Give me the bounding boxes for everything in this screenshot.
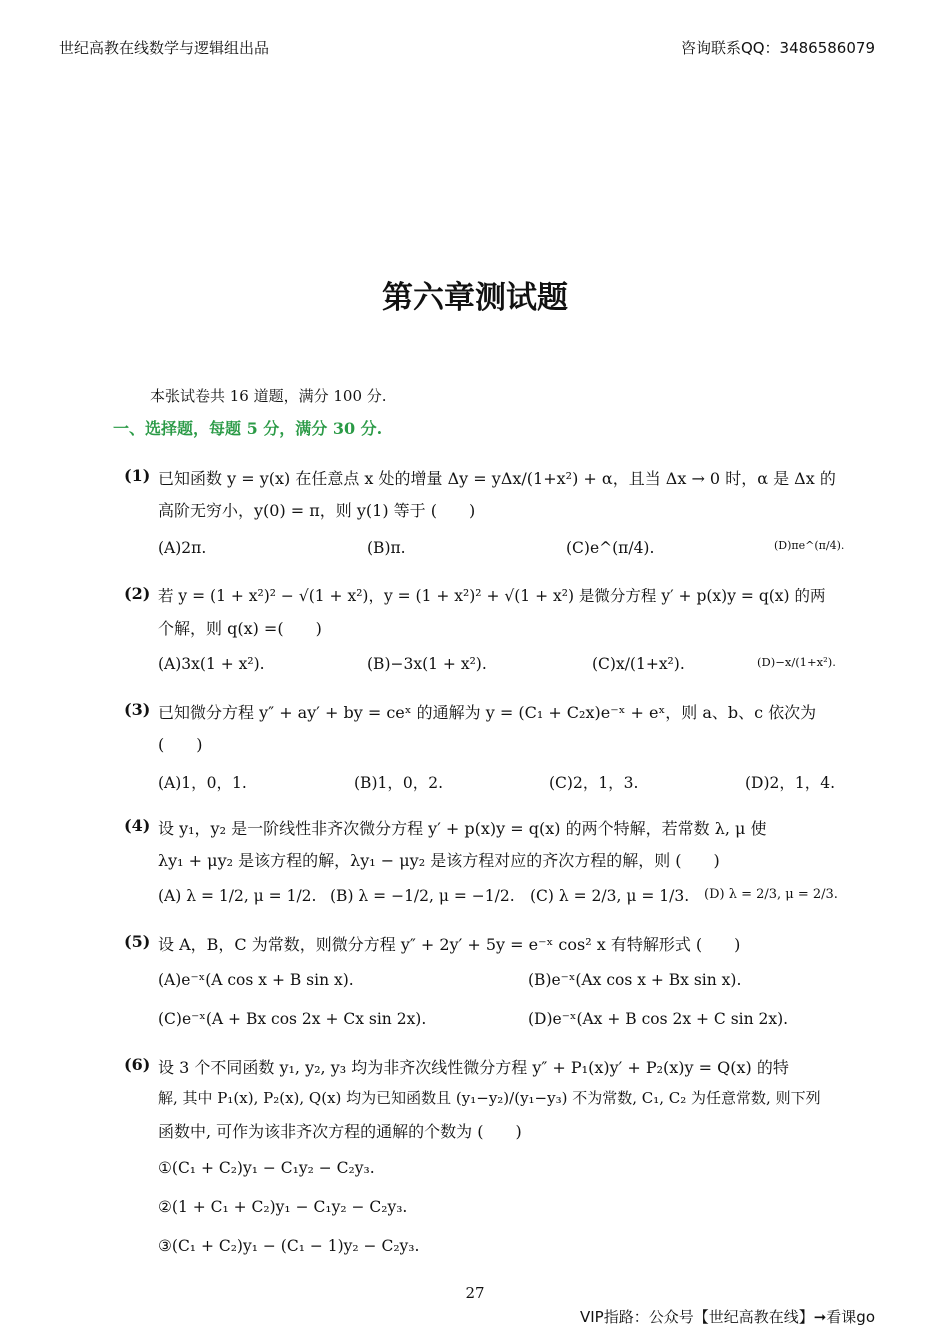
- question-number: (5): [124, 932, 151, 951]
- exam-intro: 本张试卷共 16 道题，满分 100 分.: [150, 387, 387, 405]
- option-a: (A)2π.: [158, 539, 207, 557]
- question-line: 高阶无穷小，y(0) = π，则 y(1) 等于 ( ): [158, 501, 476, 520]
- option-a: (A)3x(1 + x²).: [158, 655, 265, 673]
- question-number: (3): [124, 700, 151, 719]
- header-contact: 咨询联系QQ：3486586079: [680, 39, 875, 57]
- option-b: (B)π.: [367, 539, 406, 557]
- footer-vip-note: VIP指路：公众号【世纪高教在线】➞看课go: [580, 1308, 875, 1326]
- option-c: (C)2，1，3.: [549, 774, 639, 792]
- question-line: 设 3 个不同函数 y₁, y₂, y₃ 均为非齐次线性微分方程 y″ + P₁(x)y′ + P₂(x)y = Q(x) 的特: [158, 1058, 789, 1077]
- question-line: ( ): [158, 735, 203, 754]
- option-c: (C)x/(1+x²).: [592, 655, 685, 673]
- option-b: (B)1，0，2.: [354, 774, 443, 792]
- option-c: (C)e^(π/4).: [566, 539, 655, 557]
- option-a: (A)1，0，1.: [158, 774, 247, 792]
- question-number: (1): [124, 466, 151, 485]
- question-line: 函数中, 可作为该非齐次方程的通解的个数为 ( ): [158, 1122, 522, 1141]
- option-d: (D)πe^(π/4).: [774, 539, 845, 552]
- option-d: (D)e⁻ˣ(Ax + B cos 2x + C sin 2x).: [528, 1010, 789, 1028]
- question-line: 已知函数 y = y(x) 在任意点 x 处的增量 Δy = yΔx/(1+x²) + α，且当 Δx → 0 时，α 是 Δx 的: [158, 469, 836, 488]
- question-line: 解, 其中 P₁(x), P₂(x), Q(x) 均为已知函数且 (y₁−y₂)/(y₁−y₃) 不为常数, C₁, C₂ 为任意常数, 则下列: [158, 1089, 821, 1107]
- question-number: (6): [124, 1055, 151, 1074]
- option-b: (B) λ = −1/2, μ = −1/2.: [330, 887, 515, 905]
- option-c: (C)e⁻ˣ(A + Bx cos 2x + Cx sin 2x).: [158, 1010, 427, 1028]
- option-d: (D)−x/(1+x²).: [757, 655, 836, 669]
- page-title: 第六章测试题: [382, 280, 568, 316]
- question-line: λy₁ + μy₂ 是该方程的解，λy₁ − μy₂ 是该方程对应的齐次方程的解，则 ( ): [158, 851, 720, 870]
- option-d: (D)2，1，4.: [745, 774, 836, 792]
- question-line: 设 y₁，y₂ 是一阶线性非齐次微分方程 y′ + p(x)y = q(x) 的两个特解，若常数 λ, μ 使: [158, 819, 767, 838]
- question-line: 若 y = (1 + x²)² − √(1 + x²)，y = (1 + x²)² + √(1 + x²) 是微分方程 y′ + p(x)y = q(x) 的两: [158, 587, 826, 605]
- option-b: (B)e⁻ˣ(Ax cos x + Bx sin x).: [528, 971, 742, 989]
- statement-3: ③(C₁ + C₂)y₁ − (C₁ − 1)y₂ − C₂y₃.: [158, 1237, 420, 1255]
- statement-2: ②(1 + C₁ + C₂)y₁ − C₁y₂ − C₂y₃.: [158, 1198, 408, 1216]
- option-d: (D) λ = 2/3, μ = 2/3.: [704, 887, 838, 902]
- page-number: 27: [465, 1284, 485, 1302]
- question-number: (4): [124, 816, 151, 835]
- question-line: 设 A，B，C 为常数，则微分方程 y″ + 2y′ + 5y = e⁻ˣ cos² x 有特解形式 ( ): [158, 935, 741, 954]
- option-a: (A) λ = 1/2, μ = 1/2.: [158, 887, 317, 905]
- section-title: 一、选择题，每题 5 分，满分 30 分.: [113, 419, 383, 438]
- option-c: (C) λ = 2/3, μ = 1/3.: [530, 887, 690, 905]
- option-b: (B)−3x(1 + x²).: [367, 655, 487, 673]
- question-line: 已知微分方程 y″ + ay′ + by = ceˣ 的通解为 y = (C₁ + C₂x)e⁻ˣ + eˣ，则 a、b、c 依次为: [158, 703, 817, 722]
- header-left: 世纪高教在线数学与逻辑组出品: [59, 39, 270, 57]
- option-a: (A)e⁻ˣ(A cos x + B sin x).: [158, 971, 354, 989]
- question-number: (2): [124, 584, 151, 603]
- question-line: 个解，则 q(x) =( ): [158, 619, 322, 638]
- statement-1: ①(C₁ + C₂)y₁ − C₁y₂ − C₂y₃.: [158, 1159, 375, 1177]
